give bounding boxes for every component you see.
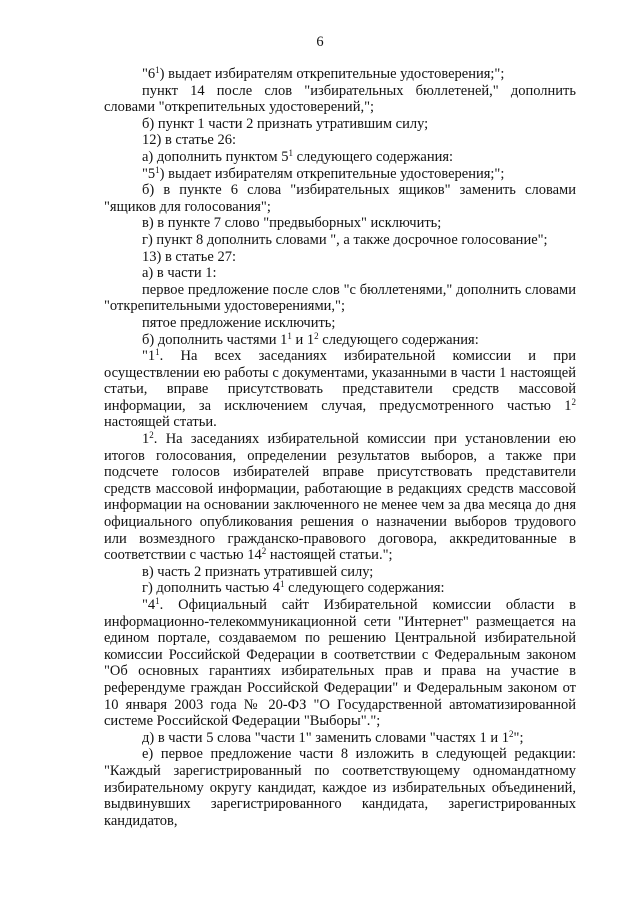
- text-run: . На всех заседаниях избирательной комиссии и при осуществлении ею работы с документами, указанными в части 1 настоящей статьи, вправе присутствовать представители средств массовой информации, за исключением случая, предусмотренного частью 1: [104, 348, 576, 414]
- superscript: 1: [155, 164, 160, 175]
- text-run: "5: [142, 165, 156, 182]
- paragraph: [104, 431, 576, 564]
- paragraph: [104, 249, 576, 266]
- text-run: ) выдает избирателям открепительные удостоверения;";: [159, 165, 505, 182]
- superscript: 1: [288, 147, 293, 158]
- text-run: б) в пункте 6 слова "избирательных ящиков" заменить словами "ящиков для голосования";: [104, 182, 576, 215]
- superscript: 2: [571, 396, 576, 407]
- text-run: ";: [513, 729, 524, 746]
- paragraph: [104, 332, 576, 349]
- text-run: и 1: [291, 331, 315, 348]
- text-run: 1: [142, 431, 150, 448]
- text-run: е) первое предложение части 8 изложить в следующей редакции: "Каждый зарегистрированный по соответствующему одномандатному избирательному округу кандидат, каждое из избирательных объединений, выдвинувших зарегистрированного кандидата, зарегистрированных кандидатов,: [104, 746, 576, 829]
- paragraph: [104, 116, 576, 133]
- paragraph: [104, 232, 576, 249]
- text-run: ) выдает избирателям открепительные удостоверения;";: [159, 66, 505, 82]
- paragraph: [104, 730, 576, 747]
- text-run: 13) в статье 27:: [142, 248, 236, 265]
- paragraph: [104, 83, 576, 116]
- text-run: а) дополнить пунктом 5: [142, 148, 289, 165]
- text-run: в) часть 2 признать утратившей силу;: [142, 563, 374, 580]
- text-run: а) в части 1:: [142, 265, 217, 282]
- text-run: . На заседаниях избирательной комиссии при установлении ею итогов голосования, определении результатов выборов, а также при подсчете голосов избирателей вправе присутствовать представители средств массовой информации, работающие в редакциях средств массовой информации на основании заключенного не менее чем за два месяца до дня официального опубликования решения о назначении выборов трудового или возмездного гражданско-правового договора, аккредитованные в соответствии с частью 14: [104, 431, 576, 564]
- paragraph: [104, 597, 576, 730]
- paragraph: [104, 564, 576, 581]
- text-run: пункт 14 после слов "избирательных бюллетеней," дополнить словами "открепительных удостоверений,";: [104, 82, 576, 116]
- text-run: б) пункт 1 части 2 признать утратившим силу;: [142, 115, 429, 132]
- superscript: 2: [261, 546, 267, 557]
- text-run: в) в пункте 7 слово "предвыборных" исключить;: [142, 215, 442, 232]
- paragraph: [104, 66, 576, 83]
- superscript: 1: [155, 65, 160, 75]
- text-run: настоящей статьи.";: [266, 547, 393, 564]
- paragraph: [104, 215, 576, 232]
- text-run: "6: [142, 66, 156, 82]
- text-run: следующего содержания:: [292, 148, 454, 165]
- text-run: настоящей статьи.: [104, 414, 217, 431]
- superscript: 1: [155, 347, 160, 358]
- superscript: 2: [149, 430, 154, 441]
- superscript: 1: [287, 330, 292, 341]
- page-number: 6: [316, 34, 324, 50]
- superscript: 1: [155, 596, 160, 606]
- paragraph: [104, 348, 576, 431]
- text-run: г) пункт 8 дополнить словами ", а также досрочное голосование";: [142, 231, 548, 248]
- document-body: [104, 66, 576, 829]
- bottom-margin: [0, 845, 640, 905]
- paragraph: [104, 265, 576, 282]
- text-run: следующего содержания:: [284, 580, 445, 597]
- text-run: "4: [142, 597, 156, 613]
- text-run: д) в части 5 слова "части 1" заменить словами "частях 1 и 1: [142, 729, 510, 746]
- text-run: следующего содержания:: [318, 331, 479, 348]
- paragraph: [104, 580, 576, 597]
- paragraph: [104, 746, 576, 829]
- superscript: 2: [509, 728, 514, 739]
- superscript: 1: [280, 579, 285, 590]
- paragraph: [104, 182, 576, 215]
- text-run: . Официальный сайт Избирательной комиссии области в информационно-телекоммуникационной сети "Интернет" размещается на едином портале, создаваемом по решению Центральной избирательной комиссии Российской Федерации в соответствии с Федеральным законом "Об основных гарантиях избирательных прав и права на участие в референдуме граждан Российской Федерации" и Федеральным законом от 10 января 2003 года № 20-ФЗ "О Государственной автоматизированной системе Российской Федерации "Выборы".";: [104, 597, 576, 730]
- text-run: "1: [142, 348, 156, 365]
- paragraph: [104, 166, 576, 183]
- text-run: первое предложение после слов "с бюллетенями," дополнить словами "открепительными удостоверениями,";: [104, 281, 576, 315]
- paragraph: [104, 149, 576, 166]
- text-run: пятое предложение исключить;: [142, 314, 336, 331]
- text-run: б) дополнить частями 1: [142, 331, 288, 348]
- paragraph: [104, 282, 576, 315]
- text-run: г) дополнить частью 4: [142, 580, 280, 597]
- paragraph: [104, 315, 576, 332]
- text-run: 12) в статье 26:: [142, 132, 236, 149]
- superscript: 2: [314, 330, 319, 341]
- paragraph: [104, 132, 576, 149]
